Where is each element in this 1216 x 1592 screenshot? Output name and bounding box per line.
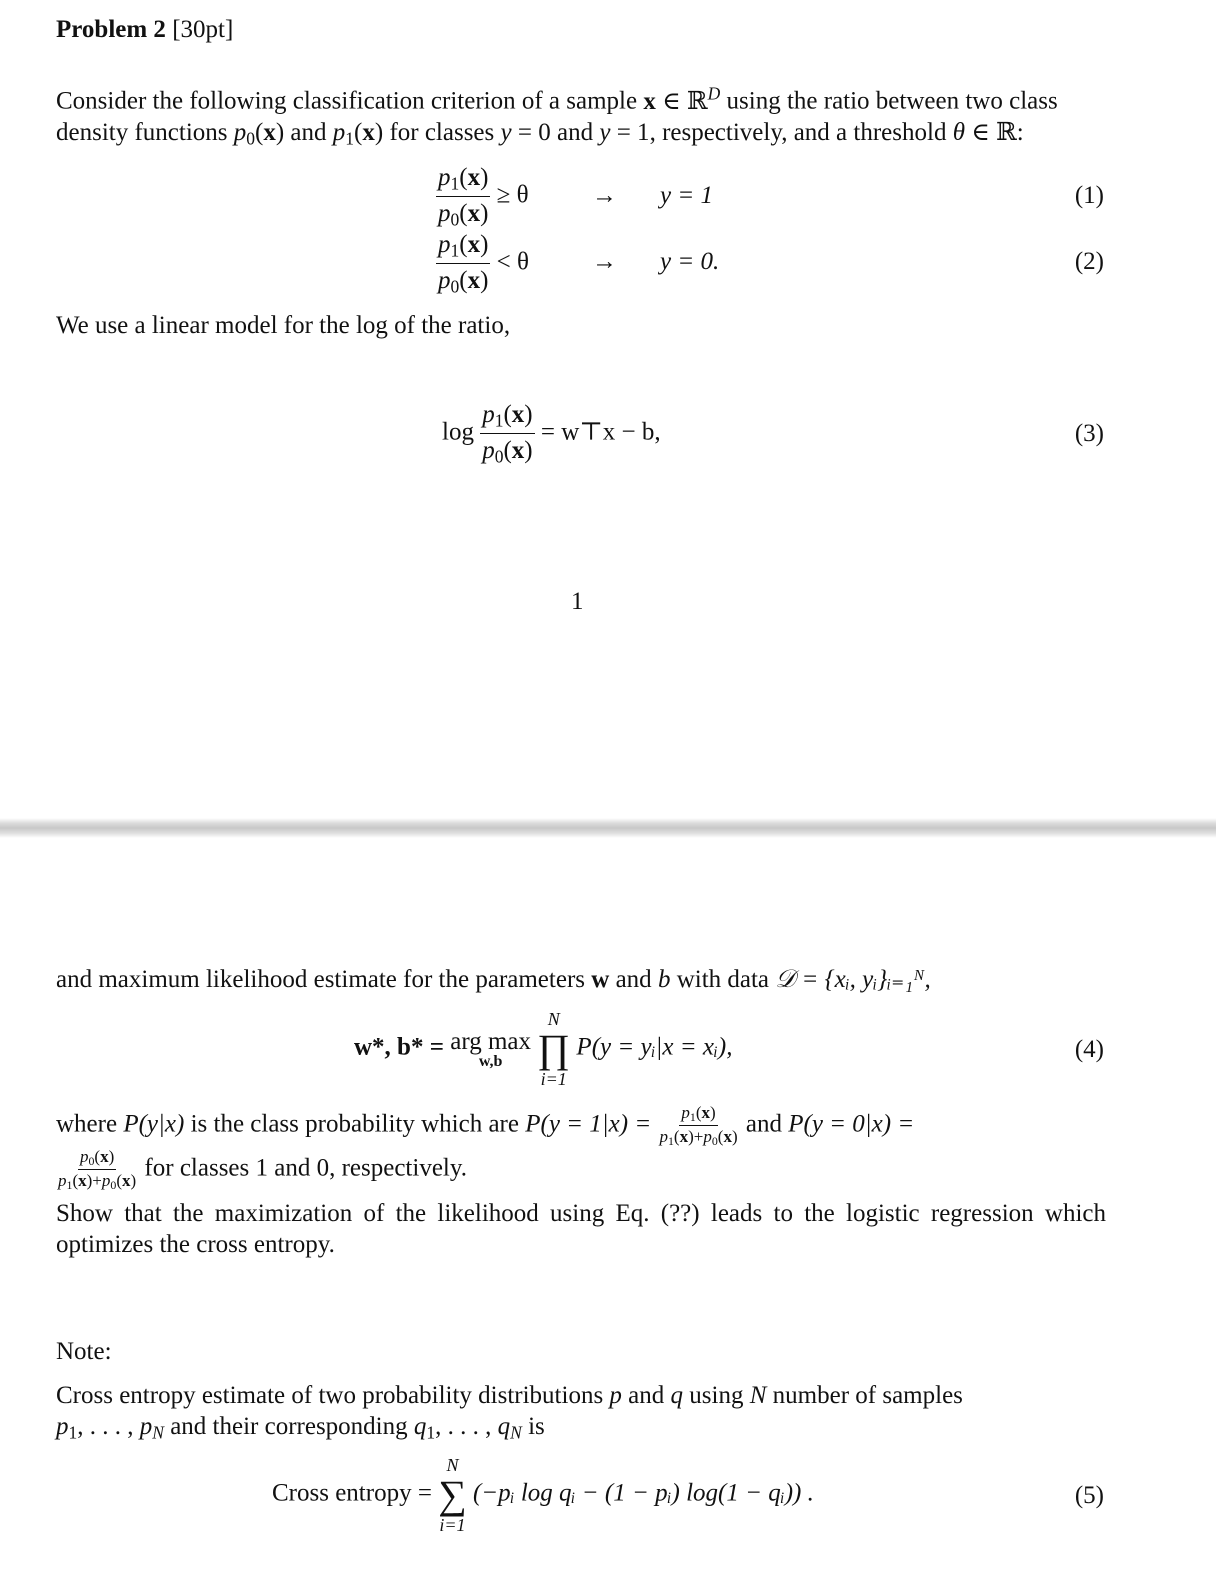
class-1-probability-fraction: $\frac{p_1(x)}{p_1(x)+p_0(x)}$ <box>659 1103 738 1148</box>
equation-number-4: (4) <box>1074 1036 1104 1063</box>
class-0-probability-fraction: $\frac{p_0(x)}{p_1(x)+p_0(x)}$ <box>58 1147 137 1192</box>
summation-symbol: ∑ <box>438 1472 467 1517</box>
equation-number-5: (5) <box>1074 1482 1104 1509</box>
eq2-result: y = 0. <box>660 248 720 275</box>
equation-2 <box>436 232 529 296</box>
task-statement: Show that the maximization of the likelihood using Eq. (??) leads to the logistic regression which optimizes the cross entropy. <box>56 1200 1106 1258</box>
where-paragraph: where P(y|x) is the class probability which are P(y = 1|x) = $\frac{p_1(x)}{p_1(x)+p_0(x)}$ and P(y = 0|x) = <box>56 1103 915 1148</box>
intro-paragraph: Consider the following classification criterion of a sample x ∈ ℝ$^D$ using the ratio between two class density functions $p_0(x)$ and $p_1(x)$ for classes y = 0 and y = 1, respectively, and a threshold θ ∈ ℝ: <box>56 83 1058 148</box>
mle-paragraph: and maximum likelihood estimate for the parameters w and b with data 𝒟 = {xᵢ, yᵢ}ᵢ₌₁ᴺ, <box>56 966 931 993</box>
eq2-relation: < θ <box>496 248 529 276</box>
page-divider <box>0 818 1216 838</box>
equation-5 <box>272 1456 814 1534</box>
ratio-fraction: $\frac{p_1(x)}{p_0(x)}$ <box>438 164 489 230</box>
equation-4 <box>354 1010 733 1088</box>
linear-model-text: We use a linear model for the log of the ratio, <box>56 312 511 339</box>
eq4-lhs: w*, b* = <box>354 1033 444 1061</box>
ratio-fraction: $\frac{p_1(x)}{p_0(x)}$ <box>482 401 533 467</box>
product-operator: N ∏ i=1 <box>537 1009 571 1089</box>
eq5-lhs: Cross entropy = <box>272 1479 432 1507</box>
eq4-rhs: P(y = yᵢ|x = xᵢ), <box>576 1033 733 1061</box>
note-paragraph: Cross entropy estimate of two probability distributions p and q using N number of samples $p_1$, . . . , $p_N$ and their corresponding $q_1$, . . . , $q_N$ is <box>56 1382 963 1443</box>
problem-heading <box>56 14 233 45</box>
product-symbol: ∏ <box>537 1026 571 1071</box>
eq1-result: y = 1 <box>660 182 713 209</box>
eq1-arrow: → <box>592 182 617 209</box>
note-label: Note: <box>56 1338 112 1365</box>
equation-3 <box>442 402 661 466</box>
log-operator: log <box>442 418 474 446</box>
equation-number-3: (3) <box>1074 420 1104 447</box>
page-number: 1 <box>571 588 584 615</box>
summation-operator: N ∑ i=1 <box>438 1455 467 1535</box>
ratio-fraction: $\frac{p_1(x)}{p_0(x)}$ <box>438 231 489 297</box>
equation-number-2: (2) <box>1074 248 1104 275</box>
argmax-operator: arg max w,b <box>450 1027 531 1070</box>
where-paragraph-line-2: $\frac{p_0(x)}{p_1(x)+p_0(x)}$ for classes 1 and 0, respectively. <box>58 1147 467 1192</box>
eq1-relation: ≥ θ <box>496 181 529 209</box>
eq3-rhs: = w⊤x − b, <box>540 418 661 446</box>
equation-1 <box>436 165 529 229</box>
eq2-arrow: → <box>592 248 617 275</box>
equation-number-1: (1) <box>1074 182 1104 209</box>
eq5-rhs: (−pᵢ log qᵢ − (1 − pᵢ) log(1 − qᵢ)) . <box>472 1479 814 1507</box>
dataset-symbol: 𝒟 = {xᵢ, yᵢ}ᵢ₌₁ᴺ, <box>775 966 931 993</box>
problem-title: Problem 2 <box>56 16 166 43</box>
problem-points: [30pt] <box>172 16 234 43</box>
sample-symbol: x ∈ ℝ$^D$ <box>643 83 721 115</box>
